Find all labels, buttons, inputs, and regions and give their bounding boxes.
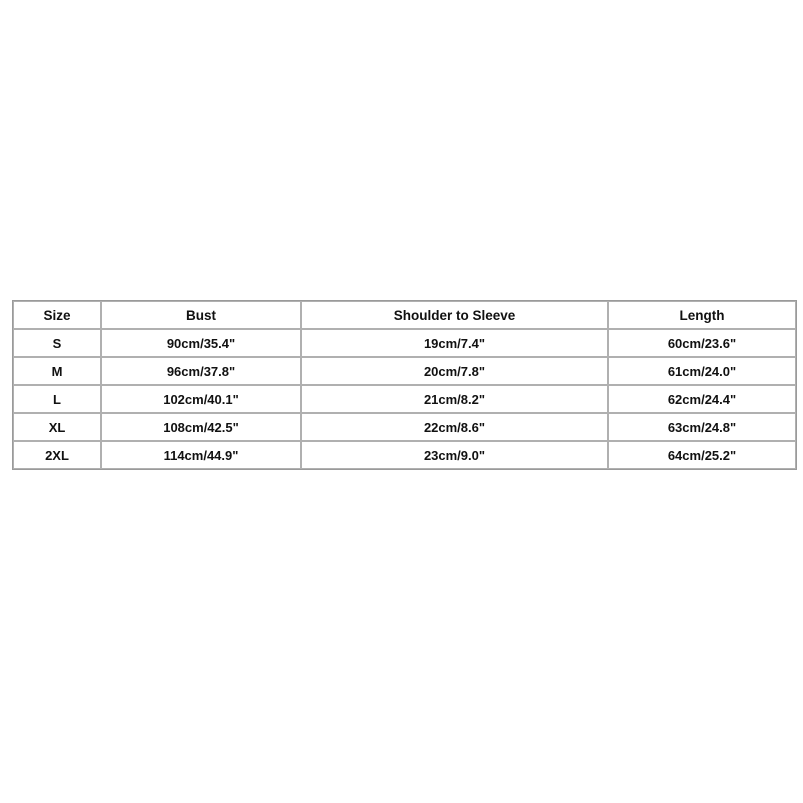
shoulder-cell: 23cm/9.0"	[301, 441, 608, 469]
size-cell: S	[13, 329, 101, 357]
shoulder-cell: 19cm/7.4"	[301, 329, 608, 357]
bust-cell: 114cm/44.9"	[101, 441, 301, 469]
table-row	[13, 357, 796, 385]
size-cell: L	[13, 385, 101, 413]
table-row	[13, 329, 796, 357]
size-cell: XL	[13, 413, 101, 441]
shoulder-cell: 22cm/8.6"	[301, 413, 608, 441]
length-cell: 62cm/24.4"	[608, 385, 796, 413]
bust-cell: 96cm/37.8"	[101, 357, 301, 385]
shoulder-cell: 20cm/7.8"	[301, 357, 608, 385]
header-row	[13, 301, 796, 329]
bust-cell: 108cm/42.5"	[101, 413, 301, 441]
length-cell: 61cm/24.0"	[608, 357, 796, 385]
header-length: Length	[608, 301, 796, 329]
header-shoulder-to-sleeve: Shoulder to Sleeve	[301, 301, 608, 329]
size-cell: M	[13, 357, 101, 385]
length-cell: 63cm/24.8"	[608, 413, 796, 441]
table-row	[13, 441, 796, 469]
table-row	[13, 385, 796, 413]
header-bust: Bust	[101, 301, 301, 329]
length-cell: 64cm/25.2"	[608, 441, 796, 469]
table-row	[13, 413, 796, 441]
shoulder-cell: 21cm/8.2"	[301, 385, 608, 413]
bust-cell: 90cm/35.4"	[101, 329, 301, 357]
header-size: Size	[13, 301, 101, 329]
size-cell: 2XL	[13, 441, 101, 469]
size-chart-table	[12, 300, 797, 470]
bust-cell: 102cm/40.1"	[101, 385, 301, 413]
length-cell: 60cm/23.6"	[608, 329, 796, 357]
